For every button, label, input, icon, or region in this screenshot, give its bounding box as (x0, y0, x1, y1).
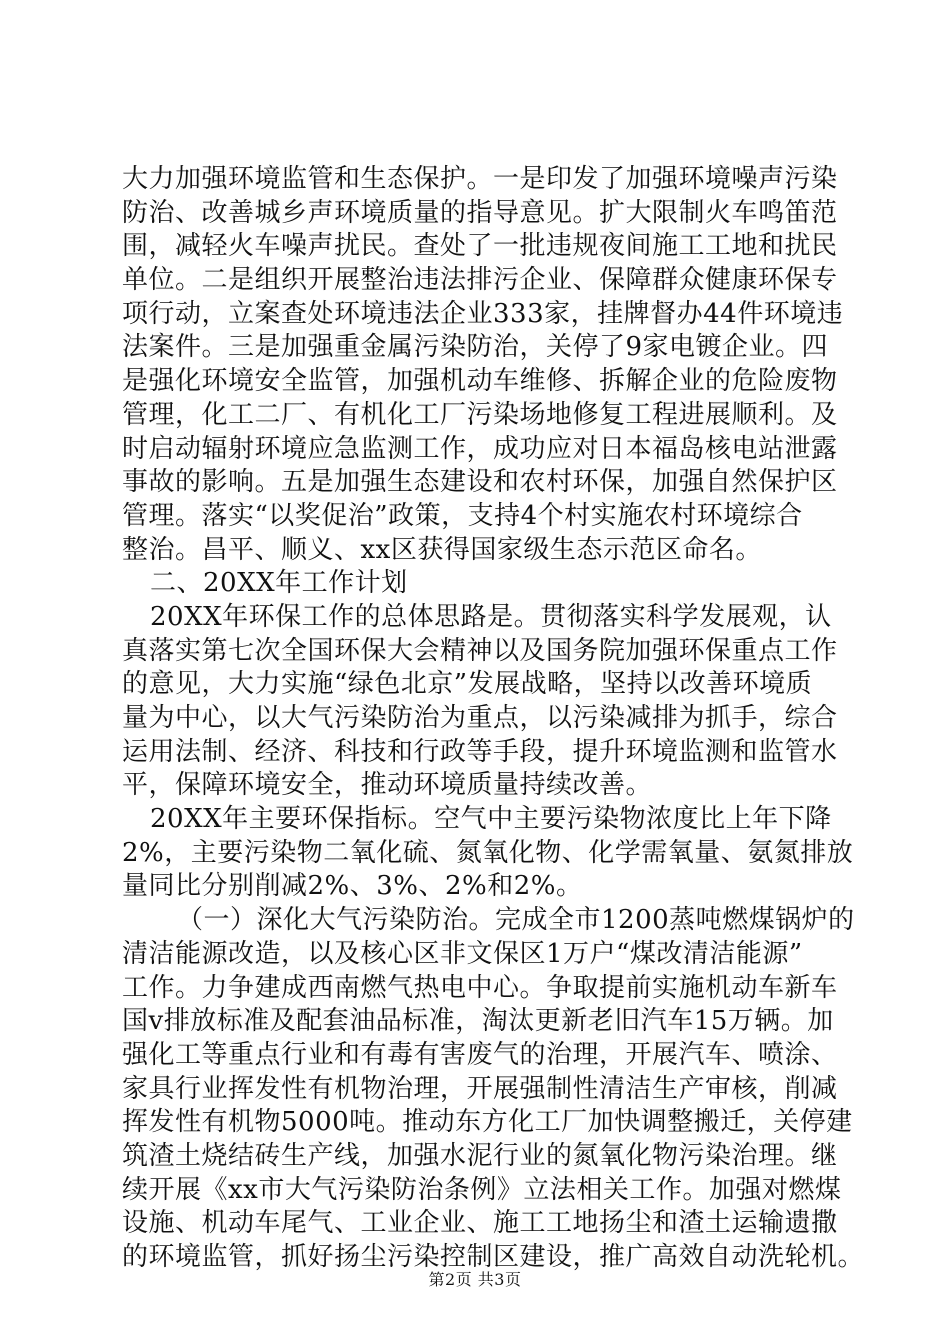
text-line: 时启动辐射环境应急监测工作，成功应对日本福岛核电站泄露 (122, 433, 838, 464)
text-line: 法案件。三是加强重金属污染防治，关停了9家电镀企业。四 (122, 332, 829, 363)
text-line: 工作。力争建成西南燃气热电中心。争取提前实施机动车新车 (122, 972, 838, 1003)
document-body (122, 163, 865, 1275)
text-line: 项行动，立案查处环境违法企业333家，挂牌督办44件环境违 (122, 298, 844, 329)
text-line: （一）深化大气污染防治。完成全市1200蒸吨燃煤锅炉的 (177, 905, 855, 936)
text-line: 量为中心，以大气污染防治为重点，以污染减排为抓手，综合 (122, 703, 838, 733)
text-line: 管理，化工二厂、有机化工厂污染场地修复工程进展顺利。及 (122, 399, 838, 430)
text-line: 2%，主要污染物二氧化硫、氮氧化物、化学需氧量、氨氮排放 (122, 837, 854, 868)
text-line: 量同比分别削减2%、3%、2%和2%。 (122, 871, 583, 902)
text-line: 围，减轻火车噪声扰民。查处了一批违规夜间施工工地和扰民 (122, 231, 838, 262)
text-line: 防治、改善城乡声环境质量的指导意见。扩大限制火车鸣笛范 (122, 197, 838, 228)
text-line: 整治。昌平、顺义、xx区获得国家级生态示范区命名。 (122, 534, 762, 565)
text-line: 是强化环境安全监管，加强机动车维修、拆解企业的危险废物 (122, 366, 838, 397)
text-line: 的环境监管，抓好扬尘污染控制区建设，推广高效自动洗轮机。 (122, 1242, 865, 1272)
section-heading: 二、20XX年工作计划 (150, 568, 408, 599)
text-line: 单位。二是组织开展整治违法排污企业、保障群众健康环保专 (122, 265, 838, 296)
text-line: 管理。落实“以奖促治”政策，支持4个村实施农村环境综合 (122, 500, 803, 531)
text-line: 的意见，大力实施“绿色北京”发展战略，坚持以改善环境质 (122, 669, 813, 700)
text-line: 大力加强环境监管和生态保护。一是印发了加强环境噪声污染 (122, 164, 838, 194)
text-line: 设施、机动车尾气、工业企业、施工工地扬尘和渣土运输遗撒 (122, 1208, 838, 1239)
text-line: 20XX年环保工作的总体思路是。贯彻落实科学发展观，认 (150, 601, 832, 632)
text-line: 家具行业挥发性有机物治理，开展强制性清洁生产审核，削减 (122, 1073, 838, 1104)
text-line: 挥发性有机物5000吨。推动东方化工厂加快调整搬迁，关停建 (122, 1107, 853, 1138)
text-line: 运用法制、经济、科技和行政等手段，提升环境监测和监管水 (122, 736, 838, 767)
page-footer: 第2页 共3页 (428, 1270, 522, 1289)
text-line: 清洁能源改造，以及核心区非文保区1万户“煤改清洁能源” (122, 938, 803, 969)
text-line: 国v排放标准及配套油品标准，淘汰更新老旧汽车15万辆。加 (122, 1006, 834, 1037)
text-line: 平，保障环境安全，推动环境质量持续改善。 (122, 770, 653, 801)
text-line: 事故的影响。五是加强生态建设和农村环保，加强自然保护区 (122, 467, 838, 498)
text-line: 筑渣土烧结砖生产线，加强水泥行业的氮氧化物污染治理。继 (122, 1140, 838, 1171)
text-line: 续开展《xx市大气污染防治条例》立法相关工作。加强对燃煤 (122, 1174, 842, 1205)
text-line: 强化工等重点行业和有毒有害废气的治理，开展汽车、喷涂、 (122, 1039, 838, 1070)
text-line: 20XX年主要环保指标。空气中主要污染物浓度比上年下降 (150, 804, 832, 835)
text-line: 真落实第七次全国环保大会精神以及国务院加强环保重点工作 (122, 635, 838, 666)
